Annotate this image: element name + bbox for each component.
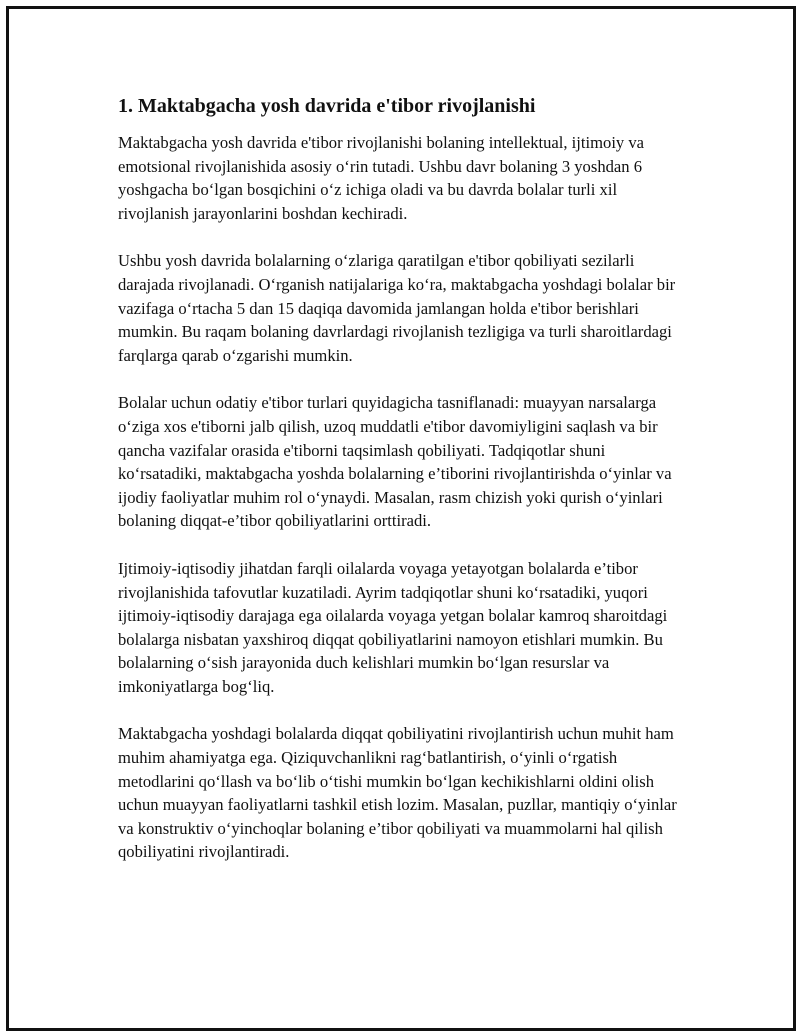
- paragraph-4: Ijtimoiy-iqtisodiy jihatdan farqli oilalarda voyaga yetayotgan bolalarda e’tibor rivojlanishida tafovutlar kuzatiladi. Ayrim tadqiqotlar shuni ko‘rsatadiki, yuqori ijtimoiy-iqtisodiy darajaga ega oilalarda voyaga yetgan bolalar kamroq sharoitdagi bolalarga nisbatan yaxshiroq diqqat qobiliyatlarini namoyon etishlari mumkin. Bu bolalarning o‘sish jarayonida duch kelishlari mumkin bo‘lgan resurslar va imkoniyatlarga bog‘liq.: [118, 558, 668, 696]
- section-heading: 1. Maktabgacha yosh davrida e'tibor rivojlanishi: [118, 95, 536, 117]
- paragraph-1: Maktabgacha yosh davrida e'tibor rivojlanishi bolaning intellektual, ijtimoiy va emotsional rivojlanishida asosiy o‘rin tutadi. Ushbu davr bolaning 3 yoshdan 6 yoshgacha bo‘lgan bosqichini o‘z ichiga oladi va bu davrda bolalar turli xil rivojlanish jarayonlarini boshdan kechiradi.: [118, 133, 645, 223]
- paragraph-5: Maktabgacha yoshdagi bolalarda diqqat qobiliyatini rivojlantirish uchun muhit ham muhim ahamiyatga ega. Qiziquvchanlikni rag‘batlantirish, o‘yinli o‘rgatish metodlarini qo‘llash va bo‘lib o‘tishi mumkin bo‘lgan kechikishlarni oldini olish uchun muayyan faoliyatlarni tashkil etish lozim. Masalan, puzllar, mantiqiy o‘yinlar va konstruktiv o‘yinchoqlar bolaning e’tibor qobiliyati va muammolarni hal qilish qobiliyatini rivojlantiradi.: [118, 724, 677, 862]
- document-body: [118, 93, 690, 888]
- paragraph-3: Bolalar uchun odatiy e'tibor turlari quyidagicha tasniflanadi: muayyan narsalarga o‘ziga xos e'tiborni jalb qilish, uzoq muddatli e'tibor davomiyligini saqlash va bir qancha vazifalar orasida e'tiborni taqsimlash qobiliyati. Tadqiqotlar shuni ko‘rsatadiki, maktabgacha yoshda bolalarning e’tiborini rivojlantirishda o‘yinlar va ijodiy faoliyatlar muhim rol o‘ynaydi. Masalan, rasm chizish yoki qurish o‘yinlari bolaning diqqat-e’tibor qobiliyatlarini orttiradi.: [118, 393, 672, 531]
- paragraph-2: Ushbu yosh davrida bolalarning o‘zlariga qaratilgan e'tibor qobiliyati sezilarli darajada rivojlanadi. O‘rganish natijalariga ko‘ra, maktabgacha yoshdagi bolalar bir vazifaga o‘rtacha 5 dan 15 daqiqa davomida jamlangan holda e'tibor berishlari mumkin. Bu raqam bolaning davrlardagi rivojlanish tezligiga va turli sharoitlardagi farqlarga qarab o‘zgarishi mumkin.: [118, 251, 676, 365]
